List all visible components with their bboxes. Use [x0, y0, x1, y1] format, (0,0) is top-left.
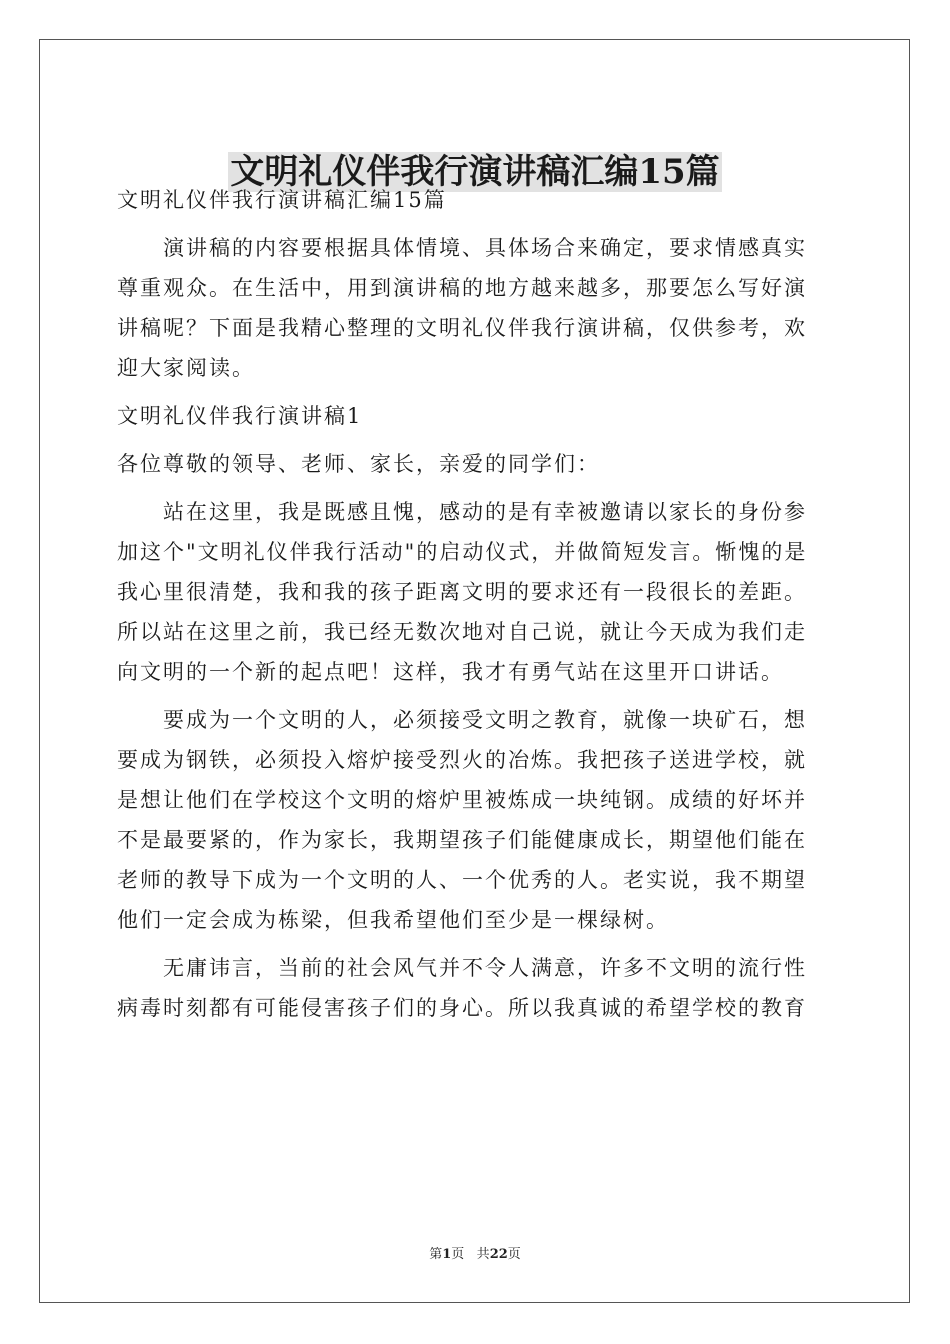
total-suffix: 页: [507, 1247, 521, 1262]
page-total: 22: [489, 1247, 508, 1262]
intro-paragraph: [117, 228, 833, 388]
paragraph-line: 要成为一个文明的人，必须接受文明之教育，就像一块矿石，想: [163, 708, 807, 732]
page-suffix: 页: [451, 1247, 465, 1262]
paragraph-line: 不是最要紧的，作为家长，我期望孩子们能健康成长，期望他们能在: [117, 828, 807, 852]
paragraph-line: 站在这里，我是既感且愧，感动的是有幸被邀请以家长的身份参: [163, 500, 807, 524]
paragraph-line: 我心里很清楚，我和我的孩子距离文明的要求还有一段很长的差距。: [117, 580, 807, 604]
greeting-line: 各位尊敬的领导、老师、家长，亲爱的同学们：: [117, 452, 600, 476]
document-title-text: 文明礼仪伴我行演讲稿汇编15篇: [230, 151, 720, 192]
paragraph-line: 加这个"文明礼仪伴我行活动"的启动仪式，并做简短发言。惭愧的是: [117, 540, 808, 564]
paragraph-line: 是想让他们在学校这个文明的熔炉里被炼成一块纯钢。成绩的好坏并: [117, 788, 807, 812]
intro-line: 尊重观众。在生活中，用到演讲稿的地方越来越多，那要怎么写好演: [117, 276, 807, 300]
body-paragraph-3: [117, 948, 833, 1028]
page-current: 1: [442, 1247, 452, 1262]
paragraph-line: 无庸讳言，当前的社会风气并不令人满意，许多不文明的流行性: [163, 956, 807, 980]
paragraph-line: 所以站在这里之前，我已经无数次地对自己说，就让今天成为我们走: [117, 620, 807, 644]
page-prefix: 第: [429, 1247, 443, 1262]
body-paragraph-1: [117, 492, 833, 692]
intro-line: 讲稿呢？下面是我精心整理的文明礼仪伴我行演讲稿，仅供参考，欢: [117, 316, 807, 340]
document-body: [117, 180, 833, 1028]
paragraph-line: 老师的教导下成为一个文明的人、一个优秀的人。老实说，我不期望: [117, 868, 807, 892]
intro-line: 演讲稿的内容要根据具体情境、具体场合来确定，要求情感真实: [163, 236, 807, 260]
total-prefix: 共: [476, 1247, 490, 1262]
body-paragraph-2: [117, 700, 833, 940]
paragraph-line: 向文明的一个新的起点吧！这样，我才有勇气站在这里开口讲话。: [117, 660, 784, 684]
paragraph-line: 要成为钢铁，必须投入熔炉接受烈火的冶炼。我把孩子送进学校，就: [117, 748, 807, 772]
page-footer: [0, 1246, 950, 1264]
paragraph-line: 他们一定会成为栋梁，但我希望他们至少是一棵绿树。: [117, 908, 669, 932]
document-subtitle: 文明礼仪伴我行演讲稿汇编15篇: [117, 188, 447, 212]
paragraph-line: 病毒时刻都有可能侵害孩子们的身心。所以我真诚的希望学校的教育: [117, 996, 807, 1020]
intro-line: 迎大家阅读。: [117, 356, 255, 380]
section-heading: 文明礼仪伴我行演讲稿1: [117, 404, 363, 428]
